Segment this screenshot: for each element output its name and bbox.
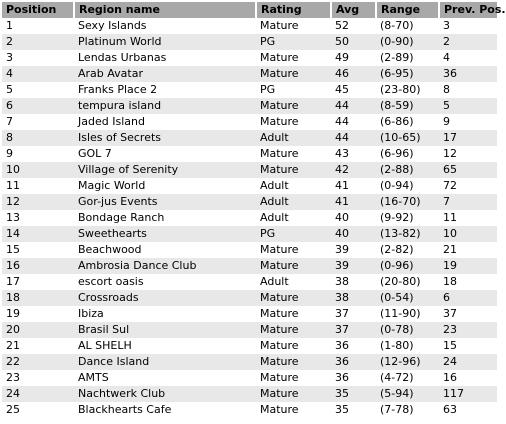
avg-cell: 44 (331, 98, 376, 114)
avg-cell: 40 (331, 210, 376, 226)
avg-cell: 39 (331, 242, 376, 258)
region-name-cell: Lendas Urbanas (74, 50, 256, 66)
table-row (2, 210, 497, 226)
range-cell: (8-59) (376, 98, 439, 114)
table-row (2, 34, 497, 50)
table-row (2, 146, 497, 162)
rating-cell: Mature (256, 162, 331, 178)
position-cell: 14 (2, 226, 74, 242)
table-row (2, 306, 497, 322)
avg-cell: 40 (331, 226, 376, 242)
table-row (2, 370, 497, 386)
rating-cell: Adult (256, 274, 331, 290)
header-region-name: Region name (74, 2, 256, 18)
prev-pos-cell: 9 (439, 114, 497, 130)
range-cell: (2-88) (376, 162, 439, 178)
avg-cell: 36 (331, 370, 376, 386)
range-cell: (13-82) (376, 226, 439, 242)
region-name-cell: Platinum World (74, 34, 256, 50)
position-cell: 13 (2, 210, 74, 226)
position-cell: 18 (2, 290, 74, 306)
range-cell: (0-78) (376, 322, 439, 338)
region-name-cell: Bondage Ranch (74, 210, 256, 226)
ranking-table (2, 2, 506, 418)
prev-pos-cell: 19 (439, 258, 497, 274)
position-cell: 2 (2, 34, 74, 50)
region-name-cell: Ibiza (74, 306, 256, 322)
rating-cell: Mature (256, 386, 331, 402)
rating-cell: Mature (256, 370, 331, 386)
region-name-cell: AMTS (74, 370, 256, 386)
position-cell: 21 (2, 338, 74, 354)
rating-cell: Adult (256, 178, 331, 194)
region-name-cell: tempura island (74, 98, 256, 114)
header-row (2, 2, 497, 18)
position-cell: 9 (2, 146, 74, 162)
position-cell: 3 (2, 50, 74, 66)
position-cell: 16 (2, 258, 74, 274)
rating-cell: Adult (256, 130, 331, 146)
position-cell: 11 (2, 178, 74, 194)
region-name-cell: Gor-jus Events (74, 194, 256, 210)
range-cell: (2-89) (376, 50, 439, 66)
table-row (2, 322, 497, 338)
range-cell: (12-96) (376, 354, 439, 370)
rating-cell: PG (256, 82, 331, 98)
prev-pos-cell: 2 (439, 34, 497, 50)
position-cell: 6 (2, 98, 74, 114)
avg-cell: 36 (331, 354, 376, 370)
prev-pos-cell: 6 (439, 290, 497, 306)
position-cell: 5 (2, 82, 74, 98)
header-avg: Avg (331, 2, 376, 18)
range-cell: (6-95) (376, 66, 439, 82)
range-cell: (23-80) (376, 82, 439, 98)
rating-cell: Mature (256, 402, 331, 418)
prev-pos-cell: 5 (439, 98, 497, 114)
range-cell: (7-78) (376, 402, 439, 418)
rating-cell: Mature (256, 322, 331, 338)
table-row (2, 194, 497, 210)
position-cell: 22 (2, 354, 74, 370)
rating-cell: Mature (256, 290, 331, 306)
prev-pos-cell: 23 (439, 322, 497, 338)
region-name-cell: AL SHELH (74, 338, 256, 354)
prev-pos-cell: 18 (439, 274, 497, 290)
prev-pos-cell: 24 (439, 354, 497, 370)
range-cell: (4-72) (376, 370, 439, 386)
range-cell: (5-94) (376, 386, 439, 402)
region-name-cell: Nachtwerk Club (74, 386, 256, 402)
avg-cell: 36 (331, 338, 376, 354)
range-cell: (0-54) (376, 290, 439, 306)
rating-cell: PG (256, 226, 331, 242)
table-row (2, 354, 497, 370)
avg-cell: 37 (331, 306, 376, 322)
table-row (2, 402, 497, 418)
table-body (2, 18, 497, 418)
prev-pos-cell: 21 (439, 242, 497, 258)
table-row (2, 274, 497, 290)
rating-cell: Mature (256, 242, 331, 258)
rating-cell: Mature (256, 146, 331, 162)
region-name-cell: escort oasis (74, 274, 256, 290)
range-cell: (0-90) (376, 34, 439, 50)
avg-cell: 44 (331, 114, 376, 130)
region-name-cell: Arab Avatar (74, 66, 256, 82)
avg-cell: 43 (331, 146, 376, 162)
position-cell: 19 (2, 306, 74, 322)
region-name-cell: Crossroads (74, 290, 256, 306)
range-cell: (0-96) (376, 258, 439, 274)
table-row (2, 242, 497, 258)
table-row (2, 130, 497, 146)
rating-cell: Mature (256, 98, 331, 114)
header-rating: Rating (256, 2, 331, 18)
avg-cell: 52 (331, 18, 376, 34)
table-row (2, 290, 497, 306)
table-row (2, 18, 497, 34)
range-cell: (9-92) (376, 210, 439, 226)
avg-cell: 35 (331, 402, 376, 418)
prev-pos-cell: 72 (439, 178, 497, 194)
prev-pos-cell: 65 (439, 162, 497, 178)
table-row (2, 226, 497, 242)
table-row (2, 178, 497, 194)
avg-cell: 38 (331, 290, 376, 306)
region-name-cell: Ambrosia Dance Club (74, 258, 256, 274)
header-range: Range (376, 2, 439, 18)
region-name-cell: Beachwood (74, 242, 256, 258)
range-cell: (1-80) (376, 338, 439, 354)
prev-pos-cell: 15 (439, 338, 497, 354)
position-cell: 1 (2, 18, 74, 34)
prev-pos-cell: 8 (439, 82, 497, 98)
range-cell: (20-80) (376, 274, 439, 290)
prev-pos-cell: 63 (439, 402, 497, 418)
table-row (2, 386, 497, 402)
rating-cell: Adult (256, 194, 331, 210)
avg-cell: 42 (331, 162, 376, 178)
prev-pos-cell: 37 (439, 306, 497, 322)
table-row (2, 258, 497, 274)
rating-cell: Mature (256, 18, 331, 34)
rating-cell: Mature (256, 338, 331, 354)
avg-cell: 41 (331, 194, 376, 210)
region-name-cell: GOL 7 (74, 146, 256, 162)
table-row (2, 114, 497, 130)
table-row (2, 162, 497, 178)
rating-cell: Mature (256, 306, 331, 322)
avg-cell: 37 (331, 322, 376, 338)
table-row (2, 98, 497, 114)
range-cell: (10-65) (376, 130, 439, 146)
header-prev-pos: Prev. Pos. (439, 2, 497, 18)
position-cell: 20 (2, 322, 74, 338)
region-name-cell: Isles of Secrets (74, 130, 256, 146)
table-row (2, 50, 497, 66)
region-name-cell: Blackhearts Cafe (74, 402, 256, 418)
position-cell: 12 (2, 194, 74, 210)
table-row (2, 338, 497, 354)
region-name-cell: Jaded Island (74, 114, 256, 130)
prev-pos-cell: 10 (439, 226, 497, 242)
position-cell: 8 (2, 130, 74, 146)
prev-pos-cell: 3 (439, 18, 497, 34)
prev-pos-cell: 12 (439, 146, 497, 162)
position-cell: 17 (2, 274, 74, 290)
header-position: Position (2, 2, 74, 18)
avg-cell: 35 (331, 386, 376, 402)
rating-cell: Mature (256, 50, 331, 66)
rating-cell: Mature (256, 114, 331, 130)
region-name-cell: Brasil Sul (74, 322, 256, 338)
range-cell: (2-82) (376, 242, 439, 258)
rating-cell: Adult (256, 210, 331, 226)
range-cell: (6-96) (376, 146, 439, 162)
prev-pos-cell: 17 (439, 130, 497, 146)
range-cell: (0-94) (376, 178, 439, 194)
region-name-cell: Sweethearts (74, 226, 256, 242)
avg-cell: 41 (331, 178, 376, 194)
position-cell: 7 (2, 114, 74, 130)
range-cell: (6-86) (376, 114, 439, 130)
position-cell: 15 (2, 242, 74, 258)
range-cell: (8-70) (376, 18, 439, 34)
rating-cell: Mature (256, 258, 331, 274)
avg-cell: 38 (331, 274, 376, 290)
table-row (2, 82, 497, 98)
prev-pos-cell: 117 (439, 386, 497, 402)
table-row (2, 66, 497, 82)
region-name-cell: Sexy Islands (74, 18, 256, 34)
position-cell: 23 (2, 370, 74, 386)
position-cell: 10 (2, 162, 74, 178)
region-name-cell: Village of Serenity (74, 162, 256, 178)
avg-cell: 44 (331, 130, 376, 146)
position-cell: 4 (2, 66, 74, 82)
range-cell: (11-90) (376, 306, 439, 322)
prev-pos-cell: 16 (439, 370, 497, 386)
region-name-cell: Magic World (74, 178, 256, 194)
rating-cell: PG (256, 34, 331, 50)
rating-cell: Mature (256, 354, 331, 370)
prev-pos-cell: 36 (439, 66, 497, 82)
prev-pos-cell: 7 (439, 194, 497, 210)
prev-pos-cell: 4 (439, 50, 497, 66)
region-name-cell: Dance Island (74, 354, 256, 370)
avg-cell: 39 (331, 258, 376, 274)
avg-cell: 45 (331, 82, 376, 98)
avg-cell: 46 (331, 66, 376, 82)
position-cell: 24 (2, 386, 74, 402)
region-name-cell: Franks Place 2 (74, 82, 256, 98)
prev-pos-cell: 11 (439, 210, 497, 226)
avg-cell: 50 (331, 34, 376, 50)
avg-cell: 49 (331, 50, 376, 66)
range-cell: (16-70) (376, 194, 439, 210)
rating-cell: Mature (256, 66, 331, 82)
position-cell: 25 (2, 402, 74, 418)
